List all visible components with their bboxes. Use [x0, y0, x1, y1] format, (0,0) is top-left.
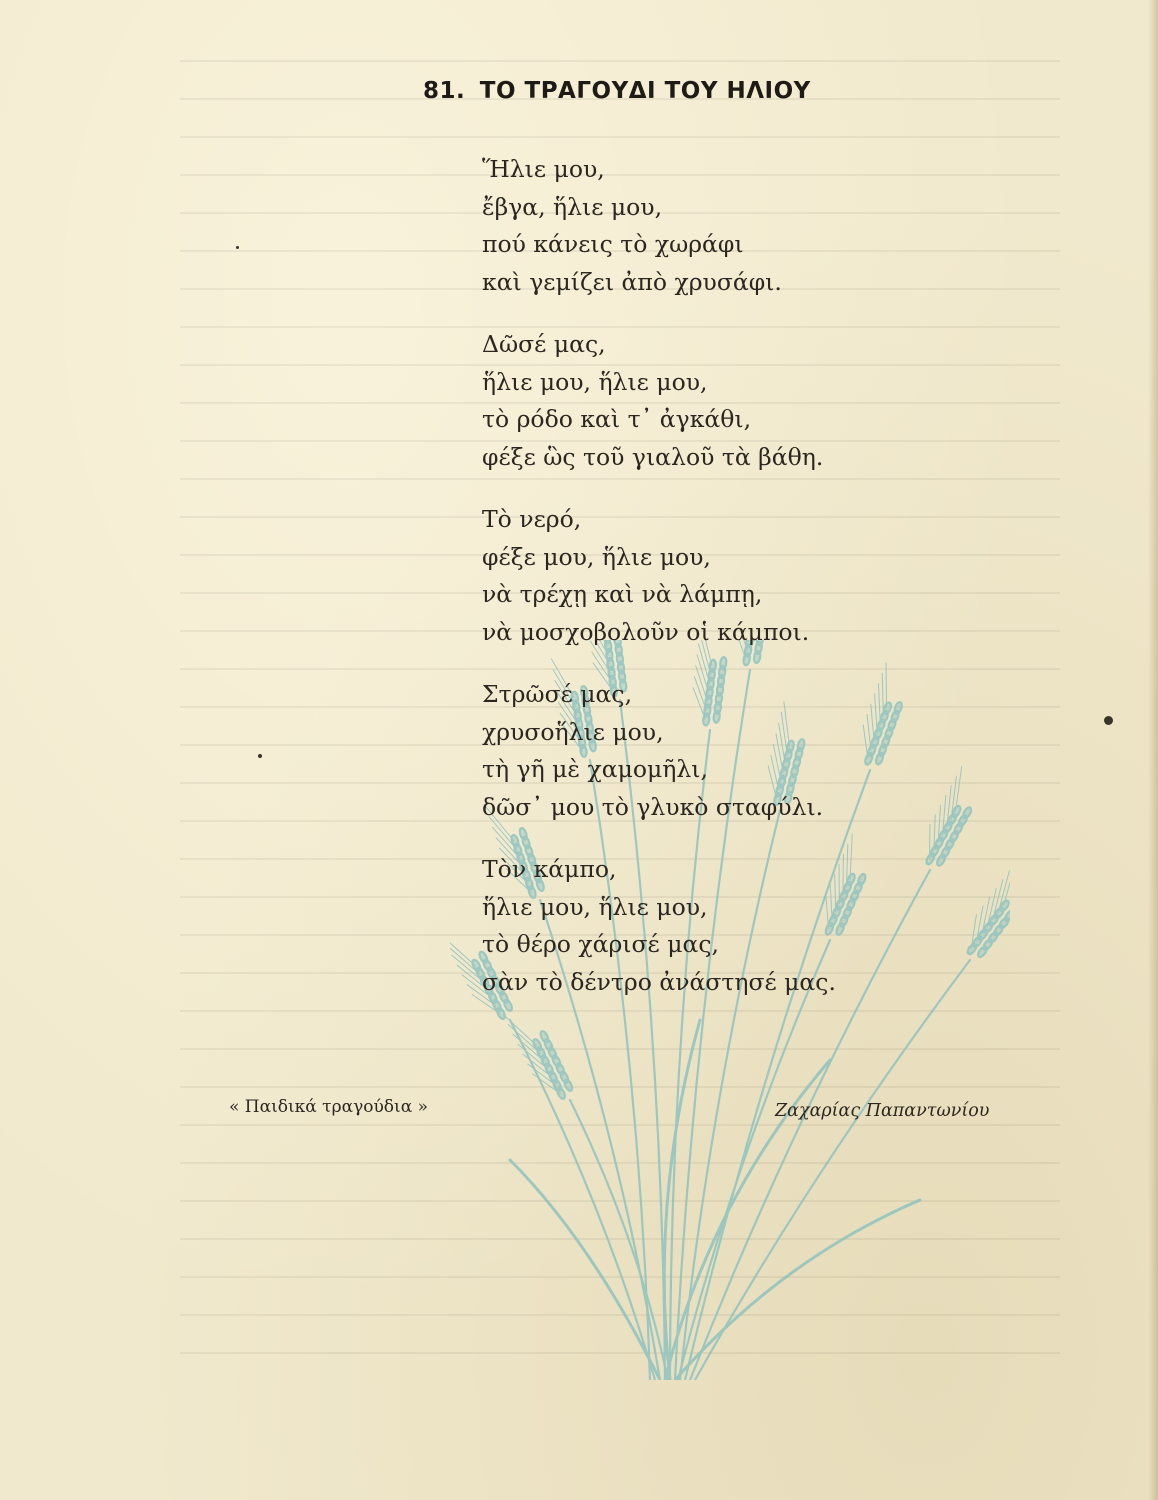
poem-title	[423, 78, 811, 104]
poem-line: Δῶσέ μας,	[482, 330, 606, 358]
ink-speck	[236, 246, 239, 249]
poem-line: χρυσοἥλιε μου,	[482, 717, 664, 746]
poem-line: Τὸ νερό,	[482, 505, 582, 533]
poem-line: νὰ τρέχῃ καὶ νὰ λάμπῃ,	[482, 580, 763, 608]
poem-line: νὰ μοσχοβολοῦν οἱ κάμποι.	[482, 617, 810, 646]
poem-line: τὸ ρόδο καὶ τ᾽ ἀγκάθι,	[482, 405, 752, 433]
poem-line: ἥλιε μου, ἥλιε μου,	[482, 892, 708, 921]
stanza	[482, 851, 1042, 1001]
poem-author: Ζαχαρίας Παπαντωνίου	[775, 1101, 990, 1121]
stanza	[482, 501, 1042, 651]
poem-line: σὰν τὸ δέντρο ἀνάστησέ μας.	[482, 967, 836, 996]
stanza	[482, 326, 1042, 476]
poem-source: « Παιδικά τραγούδια »	[229, 1097, 428, 1117]
poem-line: Στρῶσέ μας,	[482, 680, 633, 708]
poem-line: τὸ θέρο χάρισέ μας,	[482, 930, 719, 958]
poem-line: Τὸν κάμπο,	[482, 855, 617, 883]
poem-line: φέξε μου, ἥλιε μου,	[482, 542, 711, 571]
poem-title-text: ΤΟ ΤΡΑΓΟΥΔΙ ΤΟΥ ΗΛΙΟΥ	[479, 78, 811, 104]
poem-line: καὶ γεμίζει ἀπὸ χρυσάφι.	[482, 267, 782, 296]
stanza	[482, 151, 1042, 301]
ink-speck	[1104, 716, 1113, 725]
poem-line: ἥλιε μου, ἥλιε μου,	[482, 367, 708, 396]
wheat-stem	[510, 1020, 655, 1380]
poem-line: Ἥλιε μου,	[482, 155, 605, 183]
poem-line: πού κάνεις τὸ χωράφι	[482, 230, 744, 258]
stanza	[482, 676, 1042, 826]
page-edge-shadow	[1148, 0, 1158, 1500]
poem-line: φέξε ὣς τοῦ γιαλοῦ τὰ βάθη.	[482, 442, 824, 471]
poem-number: 81.	[423, 78, 466, 104]
poem-body	[482, 151, 1042, 1026]
wheat-leaf	[510, 1160, 660, 1380]
ink-speck	[258, 754, 262, 758]
wheat-leaf	[675, 1200, 920, 1380]
poem-line: τὴ γῆ μὲ χαμομῆλι,	[482, 755, 708, 783]
poem-line: ἔβγα, ἥλιε μου,	[482, 192, 663, 221]
poem-line: δῶσ᾽ μου τὸ γλυκὸ σταφύλι.	[482, 792, 824, 821]
